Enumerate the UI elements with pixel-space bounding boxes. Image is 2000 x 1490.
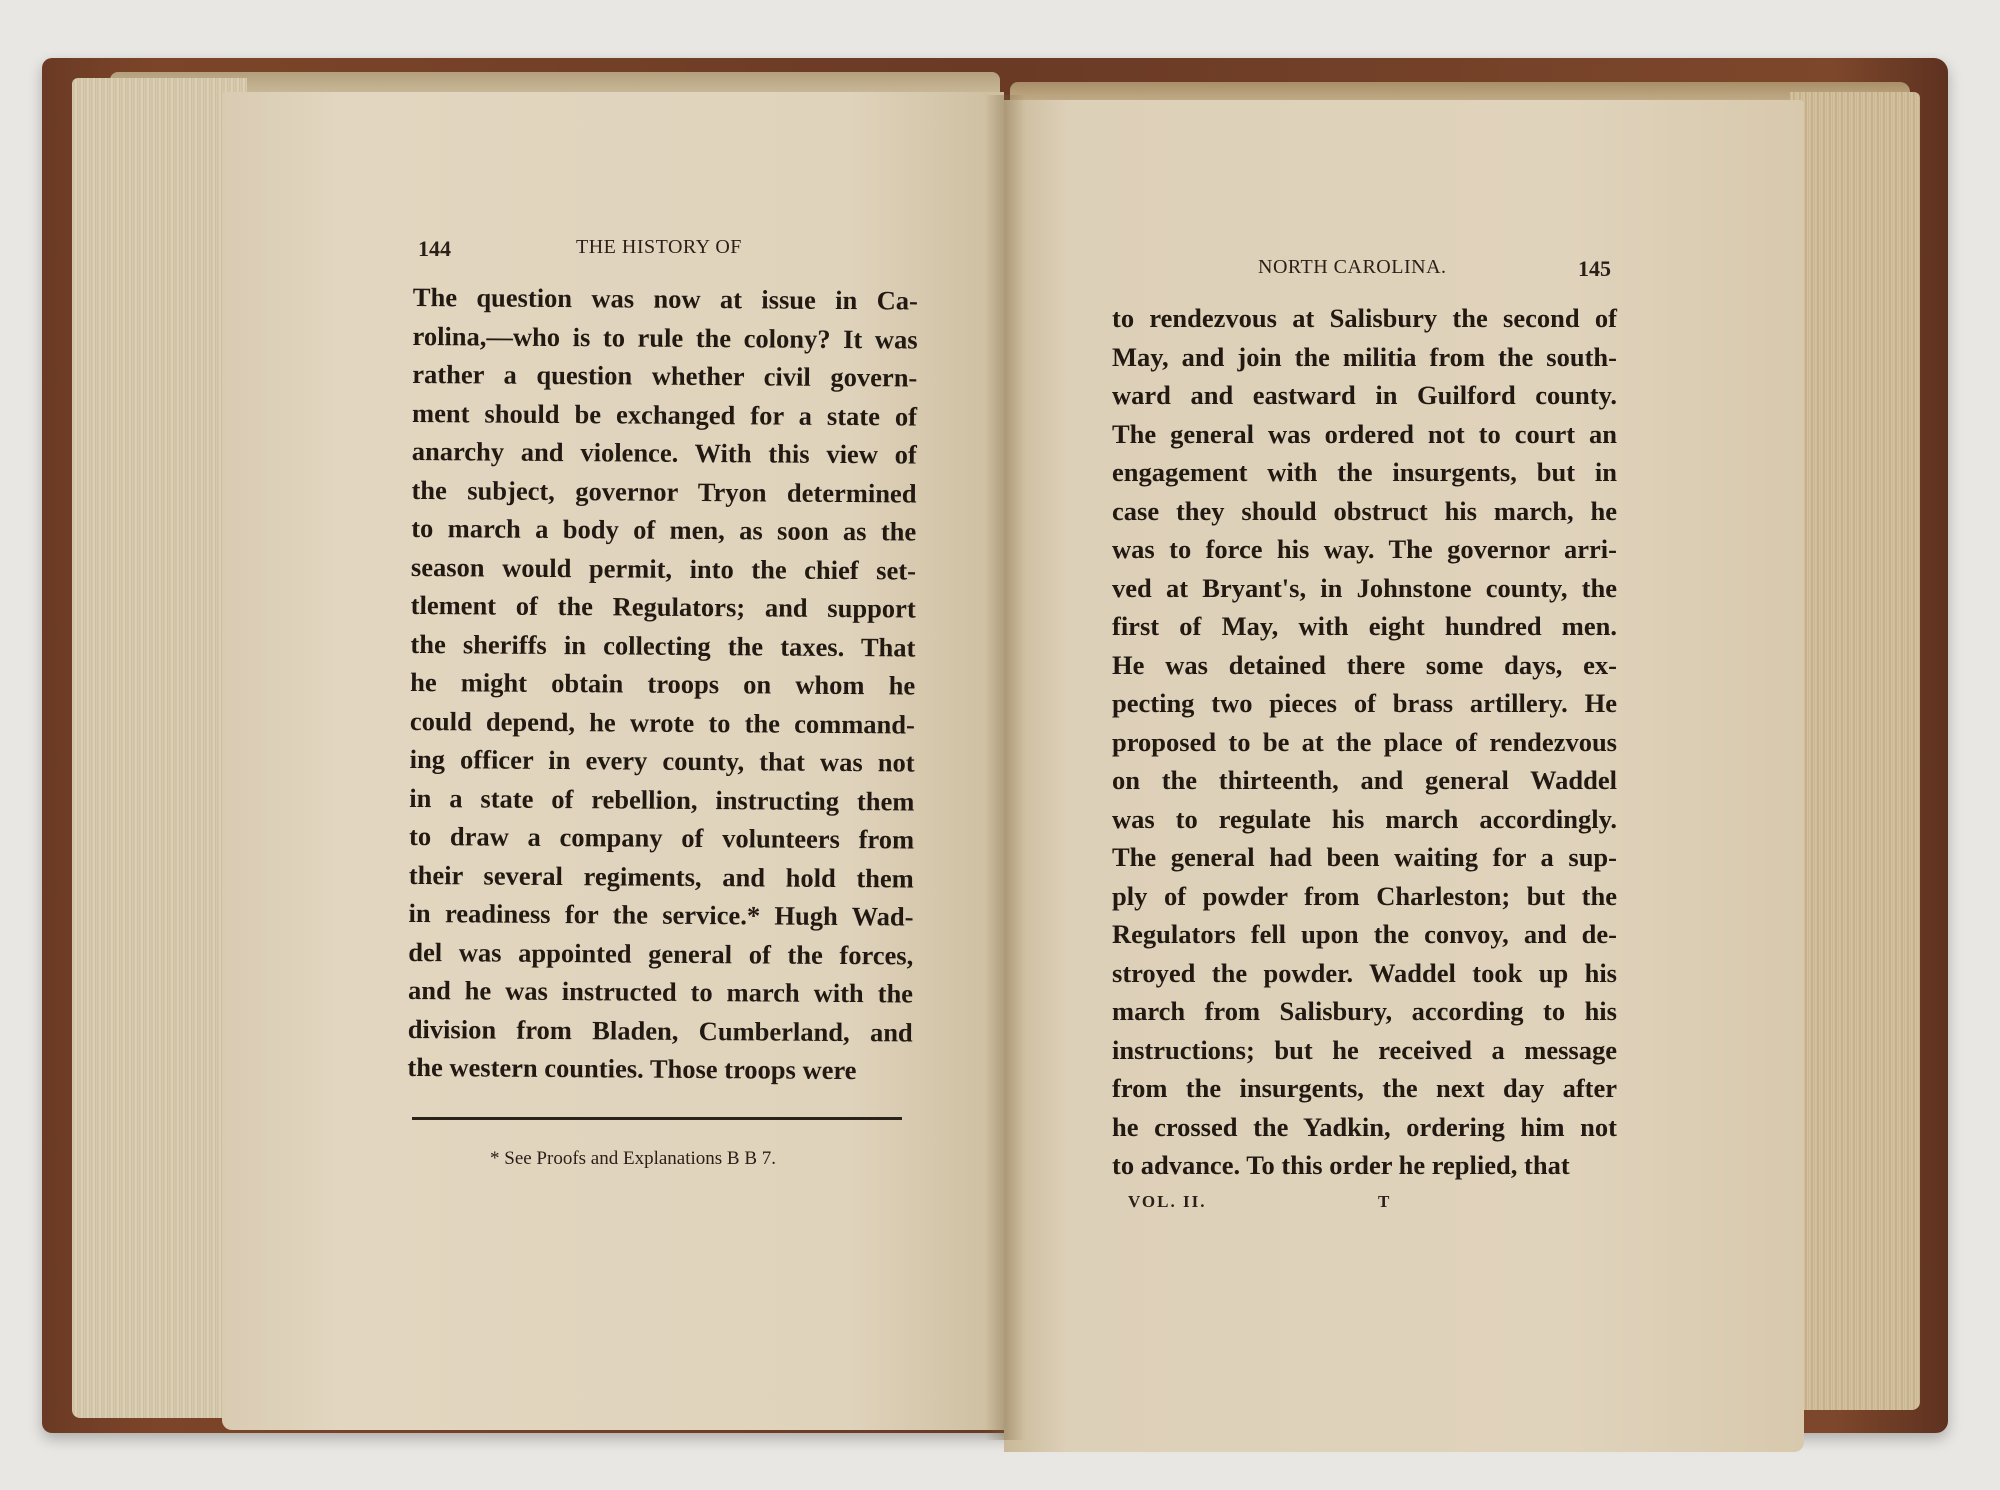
text-line: march from Salisbury, according to his bbox=[1112, 996, 1617, 1026]
text-line: division from Bladen, Cumberland, and bbox=[407, 1013, 913, 1048]
text-line: the western counties. Those troops were bbox=[407, 1051, 857, 1086]
page-block-left-edge bbox=[72, 78, 247, 1418]
text-line: first of May, with eight hundred men. bbox=[1112, 611, 1617, 641]
text-line: May, and join the militia from the south- bbox=[1112, 341, 1617, 372]
right-running-head: NORTH CAROLINA. bbox=[1258, 256, 1447, 278]
text-line: could depend, he wrote to the command- bbox=[409, 705, 916, 740]
left-page-body bbox=[407, 278, 918, 1090]
text-line: ing officer in every county, that was not bbox=[409, 743, 915, 778]
text-line: ved at Bryant's, in Johnstone county, the bbox=[1112, 572, 1617, 603]
text-line: to draw a company of volunteers from bbox=[408, 820, 915, 855]
text-line: del was appointed general of the forces, bbox=[408, 936, 914, 971]
text-line: their several regiments, and hold them bbox=[408, 859, 914, 894]
text-line: The general was ordered not to court an bbox=[1112, 418, 1617, 449]
text-line: tlement of the Regulators; and support bbox=[410, 589, 916, 624]
text-line: The question was now at issue in Ca- bbox=[412, 281, 918, 316]
book-gutter bbox=[985, 95, 1025, 1440]
left-running-head: THE HISTORY OF bbox=[576, 236, 742, 258]
text-line: proposed to be at the place of rendezvous bbox=[1112, 726, 1617, 757]
text-line: in a state of rebellion, instructing them bbox=[409, 782, 915, 817]
text-line: ply of powder from Charleston; but the bbox=[1112, 880, 1617, 911]
text-line: season would permit, into the chief set- bbox=[410, 551, 917, 586]
text-line: rather a question whether civil govern- bbox=[412, 358, 918, 393]
right-page-number: 145 bbox=[1578, 256, 1611, 281]
text-line: The general had been waiting for a sup- bbox=[1112, 842, 1617, 872]
text-line: pecting two pieces of brass artillery. He bbox=[1112, 688, 1617, 718]
text-line: ment should be exchanged for a state of bbox=[411, 397, 918, 432]
text-line: rolina,—who is to rule the colony? It was bbox=[412, 320, 918, 355]
text-line: stroyed the powder. Waddel took up his bbox=[1112, 957, 1617, 988]
text-line: engagement with the insurgents, but in bbox=[1112, 457, 1617, 487]
text-line: case they should obstruct his march, he bbox=[1112, 495, 1617, 526]
text-line: was to regulate his march accordingly. bbox=[1112, 803, 1617, 834]
text-line: he might obtain troops on whom he bbox=[410, 666, 916, 701]
text-line: the subject, governor Tryon determined bbox=[411, 474, 917, 509]
text-line: and he was instructed to march with the bbox=[407, 974, 914, 1009]
signature-volume: VOL. II. bbox=[1128, 1192, 1207, 1211]
right-page-body bbox=[1112, 299, 1617, 1185]
text-line: anarchy and violence. With this view of bbox=[411, 435, 917, 470]
text-line: from the insurgents, the next day after bbox=[1112, 1073, 1617, 1103]
text-line: ward and eastward in Guilford county. bbox=[1112, 380, 1617, 410]
footnote: * See Proofs and Explanations B B 7. bbox=[490, 1148, 777, 1169]
text-line: in readiness for the service.* Hugh Wad- bbox=[408, 897, 914, 932]
text-line: to march a body of men, as soon as the bbox=[411, 512, 917, 547]
text-line: he crossed the Yadkin, ordering him not bbox=[1112, 1111, 1617, 1142]
text-line: was to force his way. The governor arri- bbox=[1112, 534, 1617, 564]
signature-mark: T bbox=[1378, 1192, 1392, 1211]
text-line: on the thirteenth, and general Waddel bbox=[1112, 765, 1617, 795]
text-line: Regulators fell upon the convoy, and de- bbox=[1112, 919, 1617, 949]
text-line: the sheriffs in collecting the taxes. That bbox=[410, 628, 916, 663]
text-line: He was detained there some days, ex- bbox=[1112, 649, 1617, 680]
text-line: instructions; but he received a message bbox=[1112, 1034, 1617, 1065]
text-line: to advance. To this order he replied, that bbox=[1112, 1150, 1570, 1180]
footnote-rule bbox=[412, 1117, 902, 1120]
left-page-number: 144 bbox=[418, 236, 451, 261]
text-line: to rendezvous at Salisbury the second of bbox=[1112, 303, 1617, 333]
page-block-right-edge bbox=[1790, 92, 1920, 1410]
